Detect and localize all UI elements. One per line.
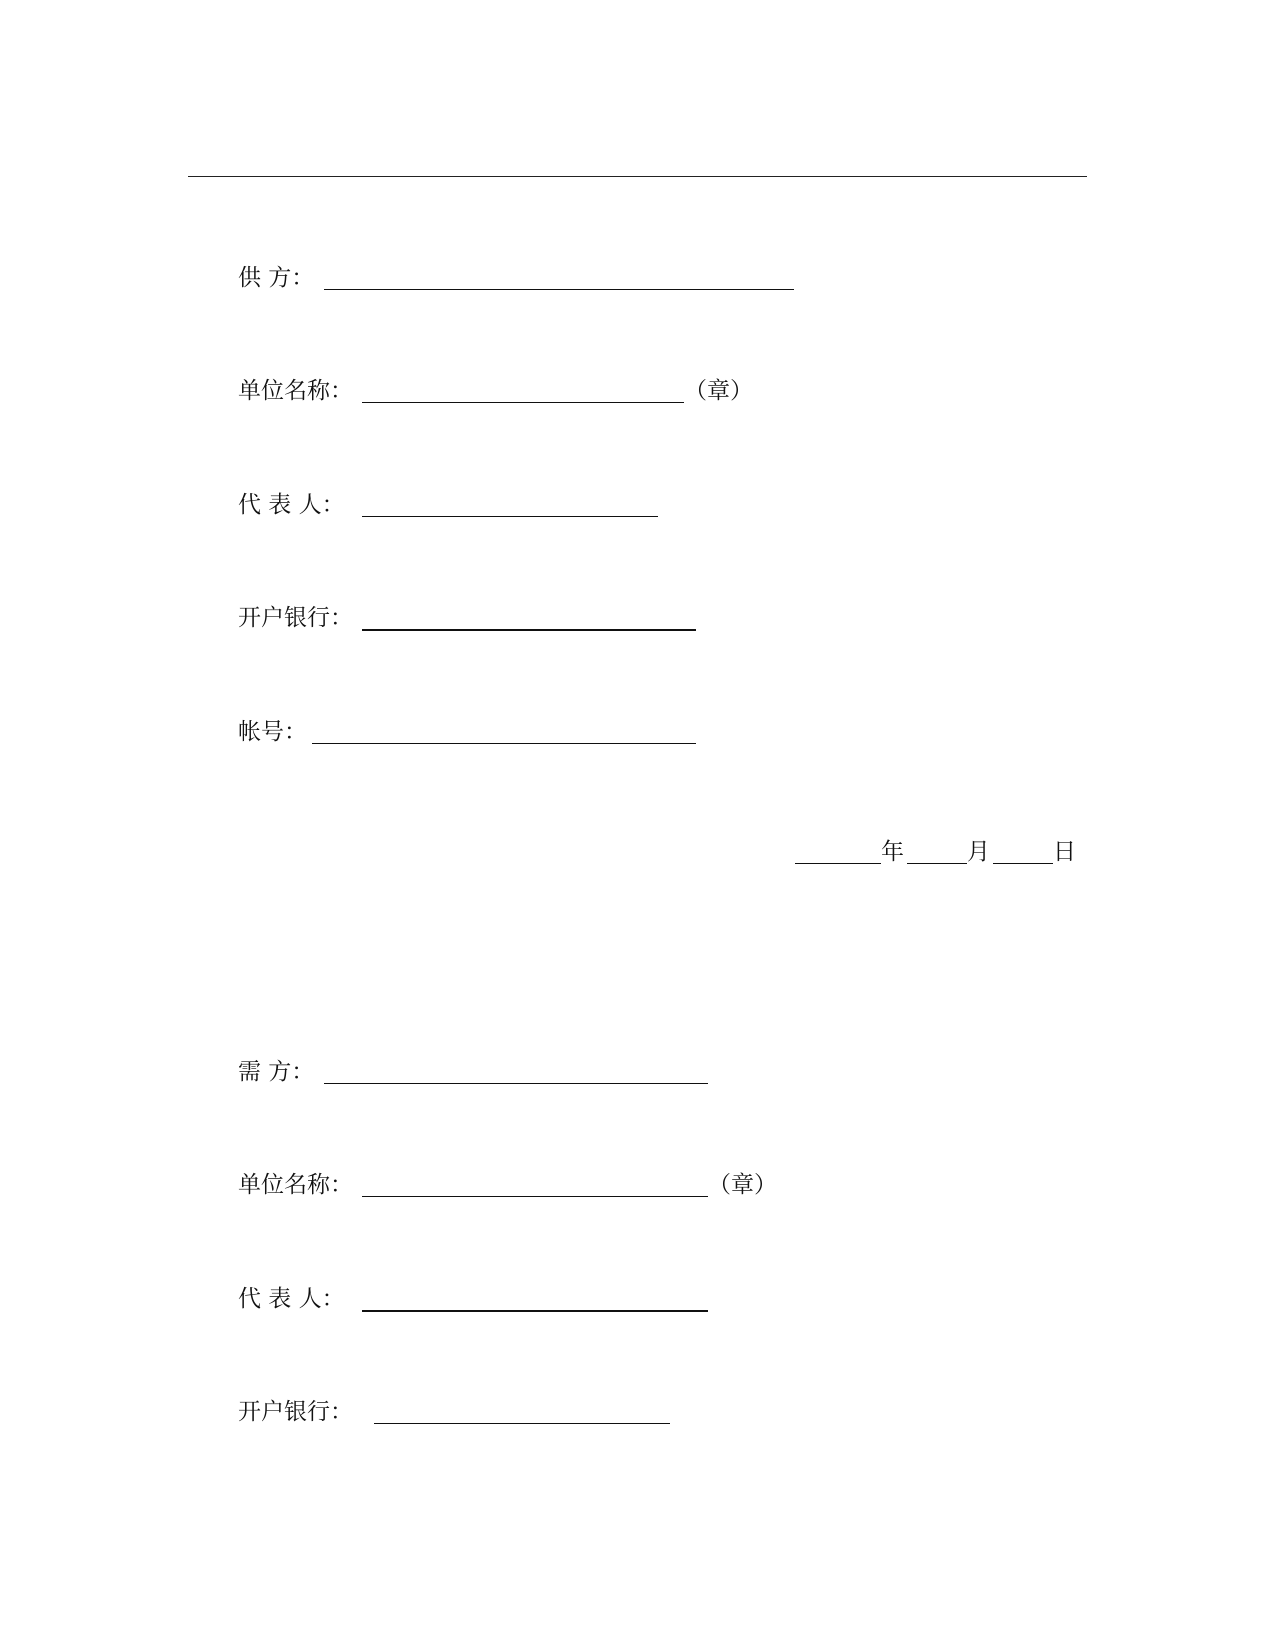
day-label: 日	[1053, 839, 1076, 865]
supplier-bank-blank[interactable]	[362, 629, 696, 631]
supplier-unit-name-label: 单位名称：	[238, 378, 353, 404]
year-blank[interactable]	[795, 863, 881, 864]
month-blank[interactable]	[907, 863, 967, 864]
buyer-bank-label: 开户银行：	[238, 1399, 353, 1425]
supplier-party-label: 供 方：	[238, 265, 315, 291]
supplier-unit-name-blank[interactable]	[362, 402, 684, 403]
buyer-bank-blank[interactable]	[374, 1423, 670, 1424]
supplier-representative-label: 代 表 人：	[238, 492, 345, 518]
supplier-seal-label: （章）	[684, 378, 753, 404]
buyer-unit-name-label: 单位名称：	[238, 1172, 353, 1198]
buyer-party-label: 需 方：	[238, 1059, 315, 1085]
supplier-account-blank[interactable]	[312, 743, 696, 744]
supplier-representative-blank[interactable]	[362, 516, 658, 517]
day-blank[interactable]	[993, 863, 1053, 864]
supplier-party-blank[interactable]	[324, 289, 794, 290]
header-rule	[188, 176, 1087, 177]
month-label: 月	[967, 839, 990, 865]
date-line	[795, 832, 1095, 872]
buyer-representative-label: 代 表 人：	[238, 1286, 345, 1312]
supplier-account-label: 帐号：	[238, 719, 307, 745]
buyer-unit-name-blank[interactable]	[362, 1196, 708, 1197]
buyer-seal-label: （章）	[708, 1172, 777, 1198]
buyer-party-blank[interactable]	[324, 1083, 708, 1084]
year-label: 年	[881, 839, 904, 865]
supplier-bank-label: 开户银行：	[238, 605, 353, 631]
buyer-representative-blank[interactable]	[362, 1310, 708, 1312]
